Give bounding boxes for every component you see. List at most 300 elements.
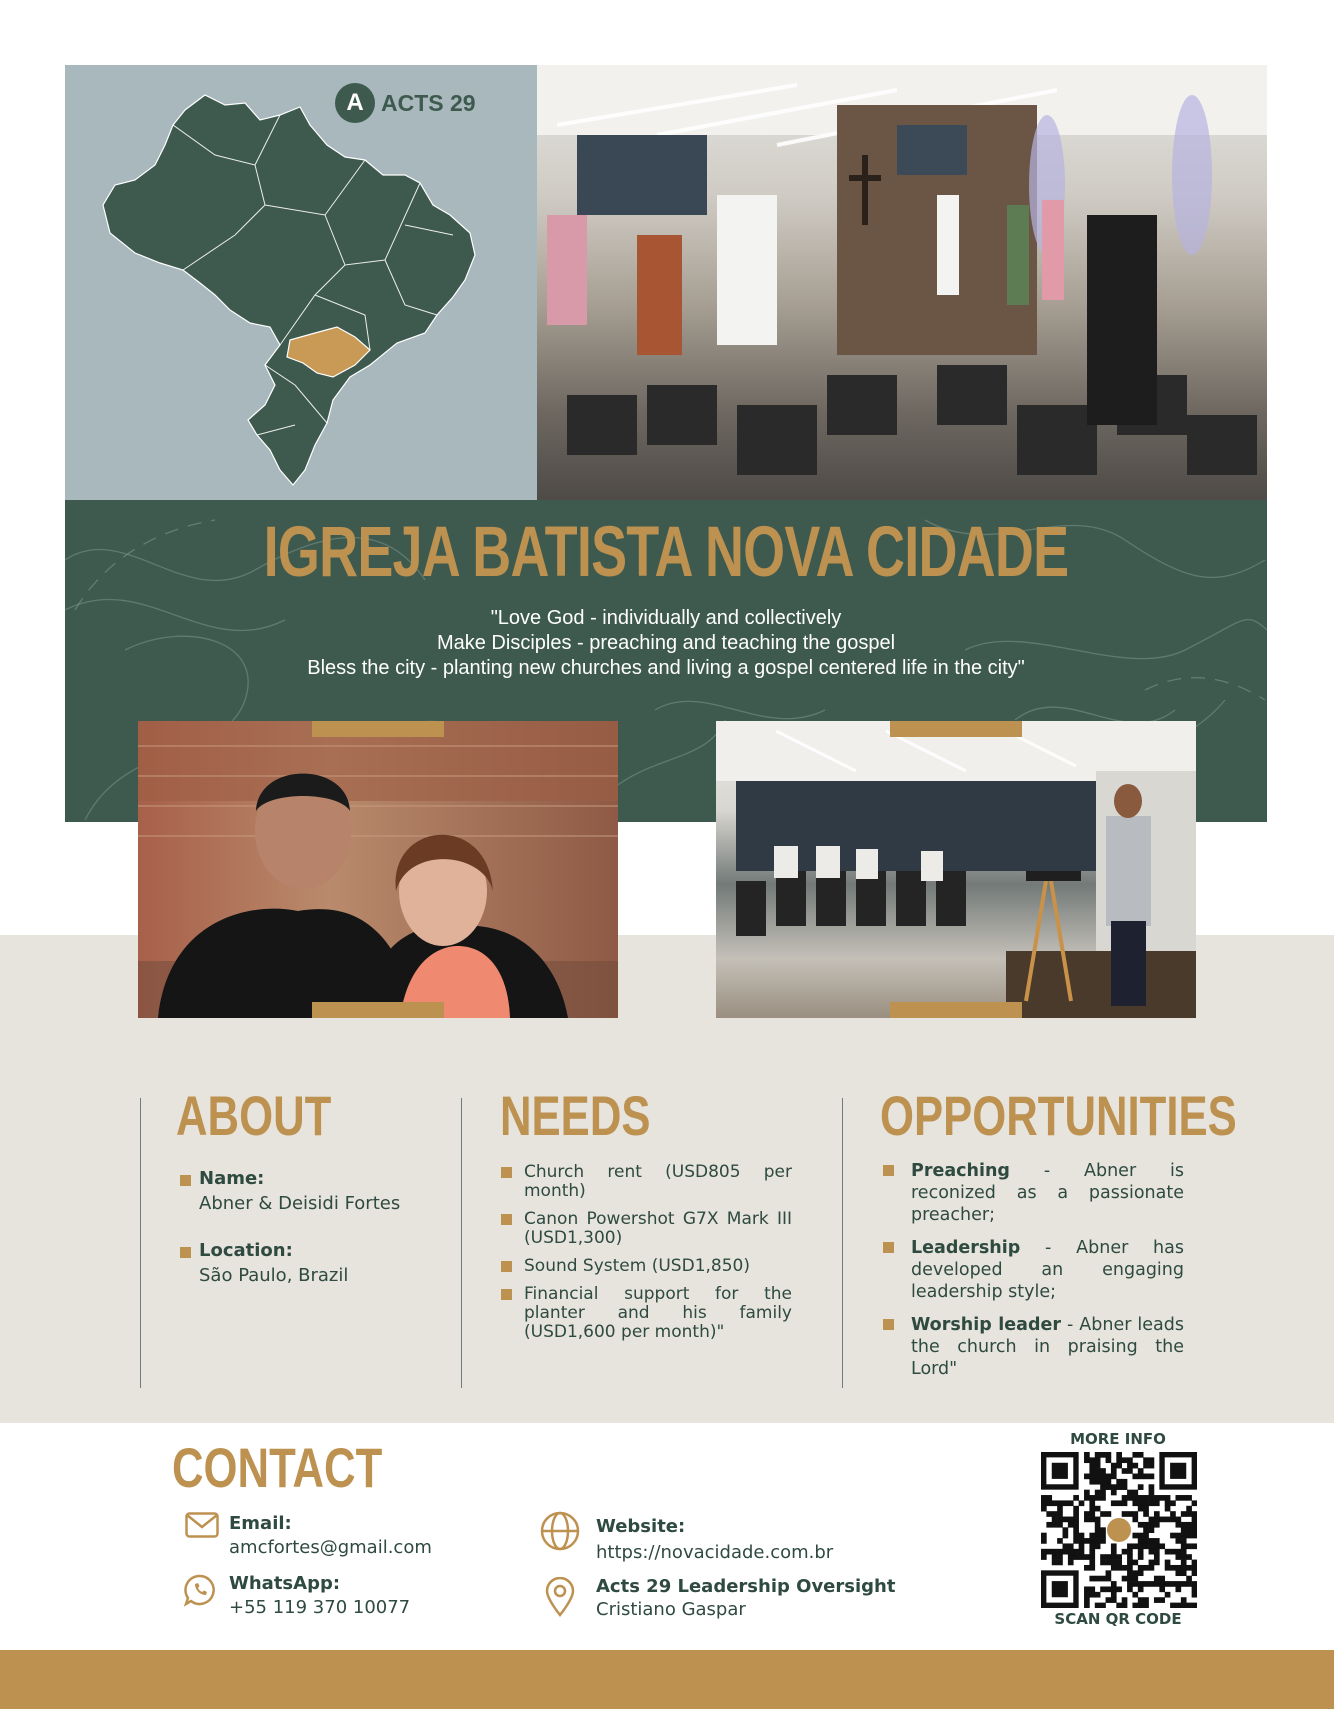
email-icon <box>185 1512 219 1538</box>
qr-module <box>1127 1463 1133 1469</box>
qr-module <box>1159 1597 1165 1603</box>
qr-module <box>1106 1511 1112 1517</box>
qr-module <box>1089 1457 1095 1463</box>
qr-module <box>1154 1511 1160 1517</box>
map-panel <box>65 65 537 500</box>
qr-module <box>1138 1506 1144 1512</box>
qr-module <box>1068 1543 1074 1549</box>
bullet-marker <box>883 1242 894 1253</box>
opportunity-description: - Abner is reconized as a passionate preacher; <box>911 1161 1184 1225</box>
acts29-a-icon: A <box>335 83 375 123</box>
qr-module <box>1192 1527 1197 1533</box>
qr-module <box>1052 1522 1058 1528</box>
need-item-text: Church rent (USD805 per month) <box>524 1162 792 1201</box>
qr-module <box>1138 1484 1144 1490</box>
qr-module <box>1175 1570 1181 1576</box>
qr-module <box>1068 1560 1074 1566</box>
qr-module <box>1149 1463 1155 1469</box>
qr-module <box>1143 1522 1149 1528</box>
qr-module <box>1138 1452 1144 1458</box>
footer-bar <box>0 1650 1334 1709</box>
gold-tab-bottom <box>312 1002 444 1018</box>
motto-line: Make Disciples - preaching and teaching the gospel <box>436 632 896 654</box>
qr-module <box>1165 1549 1171 1555</box>
qr-module <box>1106 1560 1112 1566</box>
qr-module <box>1046 1522 1052 1528</box>
worship-service-illustration <box>537 65 1267 500</box>
qr-module <box>1111 1468 1117 1474</box>
qr-module <box>1111 1500 1117 1506</box>
qr-module <box>1041 1554 1047 1560</box>
qr-module <box>1095 1538 1101 1544</box>
qr-module <box>1192 1500 1197 1506</box>
qr-module <box>1111 1565 1117 1571</box>
qr-module <box>1192 1533 1197 1539</box>
qr-module <box>1116 1586 1122 1592</box>
qr-module <box>1127 1554 1133 1560</box>
opportunity-description: - Abner has developed an engaging leadership style; <box>911 1238 1184 1302</box>
about-location-value: São Paulo, Brazil <box>199 1265 349 1286</box>
qr-module <box>1095 1468 1101 1474</box>
qr-module <box>1154 1522 1160 1528</box>
qr-module <box>1073 1527 1079 1533</box>
qr-module <box>1084 1511 1090 1517</box>
website-value[interactable]: https://novacidade.com.br <box>596 1542 834 1563</box>
qr-module <box>1192 1517 1197 1523</box>
qr-module <box>1192 1586 1197 1592</box>
qr-module <box>1106 1570 1112 1576</box>
need-item-text: Canon Powershot G7X Mark III (USD1,300) <box>524 1209 792 1248</box>
qr-module <box>1089 1463 1095 1469</box>
qr-module <box>1186 1603 1192 1608</box>
qr-module <box>1186 1533 1192 1539</box>
qr-module <box>1111 1586 1117 1592</box>
qr-module <box>1057 1560 1063 1566</box>
qr-module <box>1127 1565 1133 1571</box>
qr-module <box>1132 1474 1138 1480</box>
qr-module <box>1181 1522 1187 1528</box>
couple-illustration <box>138 721 618 1018</box>
qr-module <box>1116 1500 1122 1506</box>
qr-module <box>1046 1500 1052 1506</box>
opportunity-item-text <box>911 1160 1184 1226</box>
qr-module <box>1111 1463 1117 1469</box>
qr-module <box>1192 1581 1197 1587</box>
qr-module <box>1095 1495 1101 1501</box>
opportunity-heading: Leadership <box>911 1238 1021 1258</box>
qr-module <box>1089 1533 1095 1539</box>
qr-module <box>1084 1474 1090 1480</box>
qr-code[interactable] <box>1041 1452 1197 1608</box>
qr-module <box>1089 1554 1095 1560</box>
qr-module <box>1127 1570 1133 1576</box>
qr-module <box>1159 1586 1165 1592</box>
need-item <box>500 1257 792 1276</box>
qr-module <box>1100 1586 1106 1592</box>
qr-module <box>1132 1495 1138 1501</box>
qr-module <box>1041 1538 1047 1544</box>
qr-module <box>1175 1538 1181 1544</box>
qr-module <box>1095 1576 1101 1582</box>
qr-module <box>1084 1490 1090 1496</box>
qr-module <box>1122 1495 1128 1501</box>
qr-module <box>1181 1597 1187 1603</box>
qr-module <box>1106 1586 1112 1592</box>
globe-icon <box>539 1510 581 1552</box>
whatsapp-value[interactable]: +55 119 370 10077 <box>229 1597 411 1618</box>
qr-module <box>1154 1581 1160 1587</box>
qr-module <box>1138 1495 1144 1501</box>
qr-module <box>1063 1500 1069 1506</box>
about-name-label: Name: <box>199 1168 265 1189</box>
whatsapp-label: WhatsApp: <box>229 1573 341 1594</box>
qr-module <box>1127 1511 1133 1517</box>
qr-module <box>1052 1560 1058 1566</box>
qr-module <box>1100 1603 1106 1608</box>
qr-module <box>1143 1603 1149 1608</box>
acts29-logo <box>335 81 485 125</box>
qr-module <box>1073 1517 1079 1523</box>
qr-module <box>1095 1533 1101 1539</box>
qr-module <box>1095 1517 1101 1523</box>
qr-module <box>1127 1495 1133 1501</box>
qr-module <box>1143 1597 1149 1603</box>
qr-module <box>1149 1522 1155 1528</box>
qr-module <box>1186 1506 1192 1512</box>
qr-module <box>1041 1495 1047 1501</box>
acts29-logo-text: ACTS 29 <box>381 89 476 116</box>
qr-module <box>1095 1543 1101 1549</box>
qr-module <box>1165 1560 1171 1566</box>
qr-module <box>1149 1543 1155 1549</box>
qr-module <box>1052 1549 1058 1555</box>
qr-module <box>1095 1527 1101 1533</box>
qr-module <box>1089 1543 1095 1549</box>
qr-module <box>1181 1554 1187 1560</box>
need-item <box>500 1210 792 1248</box>
qr-module <box>1149 1500 1155 1506</box>
qr-module <box>1175 1586 1181 1592</box>
email-label: Email: <box>229 1513 292 1534</box>
qr-module <box>1057 1506 1063 1512</box>
location-pin-icon <box>545 1577 575 1617</box>
qr-module <box>1132 1576 1138 1582</box>
qr-module <box>1149 1565 1155 1571</box>
qr-module <box>1068 1500 1074 1506</box>
qr-module <box>1127 1576 1133 1582</box>
qr-module <box>1106 1479 1112 1485</box>
qr-module <box>1138 1586 1144 1592</box>
qr-module <box>1138 1500 1144 1506</box>
qr-module <box>1132 1581 1138 1587</box>
qr-module <box>1073 1554 1079 1560</box>
gold-tab-bottom <box>890 1002 1022 1018</box>
qr-module <box>1116 1479 1122 1485</box>
bullet-marker <box>883 1165 894 1176</box>
qr-module <box>1127 1560 1133 1566</box>
qr-module <box>1138 1549 1144 1555</box>
gold-tab-top <box>890 721 1022 737</box>
qr-module <box>1170 1549 1176 1555</box>
qr-module <box>1111 1474 1117 1480</box>
qr-module <box>1127 1549 1133 1555</box>
qr-module <box>1111 1484 1117 1490</box>
email-value[interactable]: amcfortes@gmail.com <box>229 1537 432 1558</box>
qr-module <box>1143 1463 1149 1469</box>
qr-module <box>1132 1500 1138 1506</box>
qr-module <box>1100 1452 1106 1458</box>
qr-module <box>1041 1500 1047 1506</box>
qr-module <box>1084 1565 1090 1571</box>
qr-module <box>1154 1576 1160 1582</box>
brazil-map <box>65 65 537 500</box>
qr-module <box>1143 1506 1149 1512</box>
qr-module <box>1111 1554 1117 1560</box>
qr-module <box>1154 1495 1160 1501</box>
qr-module <box>1165 1581 1171 1587</box>
qr-module <box>1143 1533 1149 1539</box>
qr-module <box>1138 1565 1144 1571</box>
qr-module <box>1127 1468 1133 1474</box>
qr-module <box>1154 1500 1160 1506</box>
qr-module <box>1192 1543 1197 1549</box>
qr-module <box>1175 1533 1181 1539</box>
qr-module <box>1181 1543 1187 1549</box>
qr-module <box>1127 1581 1133 1587</box>
qr-module <box>1079 1543 1085 1549</box>
qr-module <box>1057 1517 1063 1523</box>
qr-module <box>1089 1592 1095 1598</box>
qr-module <box>1052 1517 1058 1523</box>
qr-module <box>1175 1554 1181 1560</box>
qr-module <box>1122 1597 1128 1603</box>
qr-module <box>1063 1543 1069 1549</box>
qr-module <box>1095 1479 1101 1485</box>
qr-module <box>1095 1506 1101 1512</box>
qr-module <box>1175 1565 1181 1571</box>
qr-module <box>1063 1517 1069 1523</box>
qr-module <box>1100 1468 1106 1474</box>
qr-module <box>1057 1538 1063 1544</box>
qr-module <box>1175 1522 1181 1528</box>
website-label: Website: <box>596 1516 686 1537</box>
qr-module <box>1089 1517 1095 1523</box>
qr-module <box>1100 1484 1106 1490</box>
qr-module <box>1186 1576 1192 1582</box>
qr-module <box>1159 1495 1165 1501</box>
qr-module <box>1079 1500 1085 1506</box>
column-divider <box>842 1098 843 1388</box>
qr-module <box>1127 1457 1133 1463</box>
qr-module <box>1181 1570 1187 1576</box>
church-motto <box>65 606 1267 681</box>
qr-module <box>1159 1517 1165 1523</box>
qr-module <box>1165 1592 1171 1598</box>
qr-top-caption: MORE INFO <box>1070 1430 1166 1448</box>
qr-module <box>1154 1549 1160 1555</box>
qr-module <box>1116 1452 1122 1458</box>
qr-module <box>1068 1549 1074 1555</box>
qr-module <box>1057 1500 1063 1506</box>
qr-module <box>1132 1592 1138 1598</box>
qr-module <box>1084 1592 1090 1598</box>
qr-module <box>1079 1533 1085 1539</box>
qr-module <box>1138 1554 1144 1560</box>
qr-module <box>1143 1565 1149 1571</box>
qr-module <box>1143 1457 1149 1463</box>
qr-module <box>1041 1549 1047 1555</box>
qr-module <box>1132 1543 1138 1549</box>
column-divider <box>140 1098 141 1388</box>
qr-module <box>1186 1565 1192 1571</box>
qr-module <box>1116 1560 1122 1566</box>
qr-module <box>1089 1468 1095 1474</box>
contact-title: CONTACT <box>172 1436 383 1499</box>
qr-module <box>1186 1543 1192 1549</box>
qr-module <box>1165 1500 1171 1506</box>
qr-module <box>1186 1581 1192 1587</box>
qr-module <box>1052 1554 1058 1560</box>
qr-module <box>1149 1527 1155 1533</box>
qr-module <box>1122 1484 1128 1490</box>
qr-module <box>1046 1495 1052 1501</box>
qr-module <box>1095 1457 1101 1463</box>
qr-module <box>1192 1592 1197 1598</box>
qr-module <box>1175 1517 1181 1523</box>
qr-module <box>1132 1463 1138 1469</box>
qr-module <box>1073 1495 1079 1501</box>
bullet-marker <box>180 1175 191 1186</box>
qr-module <box>1095 1490 1101 1496</box>
about-location-label: Location: <box>199 1240 293 1261</box>
qr-module <box>1089 1549 1095 1555</box>
qr-module <box>1132 1452 1138 1458</box>
qr-module <box>1154 1543 1160 1549</box>
qr-module <box>1154 1597 1160 1603</box>
qr-module <box>1116 1457 1122 1463</box>
bullet-marker <box>501 1289 512 1300</box>
motto-line: "Love God - individually and collectively <box>490 607 842 629</box>
qr-module <box>1122 1468 1128 1474</box>
oversight-label: Acts 29 Leadership Oversight <box>596 1576 896 1597</box>
qr-module <box>1084 1517 1090 1523</box>
qr-module <box>1089 1495 1095 1501</box>
opportunity-item-text <box>911 1314 1184 1380</box>
qr-module <box>1192 1560 1197 1566</box>
qr-module <box>1084 1597 1090 1603</box>
qr-module <box>1159 1576 1165 1582</box>
bullet-marker <box>501 1214 512 1225</box>
opportunity-item-text <box>911 1237 1184 1303</box>
qr-module <box>1154 1538 1160 1544</box>
qr-module <box>1138 1581 1144 1587</box>
qr-module <box>1122 1479 1128 1485</box>
qr-module <box>1089 1511 1095 1517</box>
qr-module <box>1046 1511 1052 1517</box>
qr-module <box>1165 1506 1171 1512</box>
qr-module <box>1041 1506 1047 1512</box>
qr-module <box>1170 1500 1176 1506</box>
qr-module <box>1089 1474 1095 1480</box>
qr-module <box>1181 1560 1187 1566</box>
qr-module <box>1132 1570 1138 1576</box>
qr-module <box>1143 1527 1149 1533</box>
opportunity-heading: Preaching <box>911 1161 1010 1181</box>
qr-module <box>1095 1522 1101 1528</box>
qr-module <box>1165 1495 1171 1501</box>
qr-bottom-caption: SCAN QR CODE <box>1054 1610 1182 1628</box>
qr-module <box>1138 1474 1144 1480</box>
qr-module <box>1084 1586 1090 1592</box>
qr-module <box>1192 1522 1197 1528</box>
qr-module <box>1100 1538 1106 1544</box>
qr-module <box>1149 1560 1155 1566</box>
qr-module <box>1143 1538 1149 1544</box>
oversight-value: Cristiano Gaspar <box>596 1599 746 1620</box>
qr-module <box>1106 1597 1112 1603</box>
qr-module <box>1084 1495 1090 1501</box>
qr-module <box>1149 1457 1155 1463</box>
qr-module <box>1068 1554 1074 1560</box>
qr-module <box>1175 1549 1181 1555</box>
qr-module <box>1149 1517 1155 1523</box>
qr-module <box>1186 1495 1192 1501</box>
qr-module <box>1100 1554 1106 1560</box>
opportunity-item <box>882 1160 1184 1226</box>
qr-module <box>1122 1603 1128 1608</box>
qr-finder-square <box>1052 1463 1068 1479</box>
qr-module <box>1122 1565 1128 1571</box>
qr-module <box>1079 1554 1085 1560</box>
qr-module <box>1100 1479 1106 1485</box>
qr-module <box>1192 1565 1197 1571</box>
qr-module <box>1165 1517 1171 1523</box>
need-item-text: Financial support for the planter and his family (USD1,600 per month)" <box>524 1284 792 1342</box>
worship-service-photo <box>537 65 1267 500</box>
qr-module <box>1116 1565 1122 1571</box>
qr-module <box>1138 1468 1144 1474</box>
qr-module <box>1073 1549 1079 1555</box>
qr-module <box>1159 1543 1165 1549</box>
qr-module <box>1186 1527 1192 1533</box>
qr-module <box>1073 1506 1079 1512</box>
qr-module <box>1084 1452 1090 1458</box>
qr-module <box>1089 1538 1095 1544</box>
qr-module <box>1084 1538 1090 1544</box>
qr-module <box>1106 1457 1112 1463</box>
about-name-value: Abner & Deisidi Fortes <box>199 1193 401 1214</box>
qr-module <box>1138 1543 1144 1549</box>
qr-module <box>1100 1576 1106 1582</box>
qr-module <box>1132 1517 1138 1523</box>
needs-list <box>500 1163 792 1342</box>
qr-module <box>1106 1474 1112 1480</box>
bullet-marker <box>883 1319 894 1330</box>
qr-module <box>1057 1511 1063 1517</box>
qr-module <box>1149 1581 1155 1587</box>
qr-module <box>1100 1533 1106 1539</box>
qr-module <box>1175 1581 1181 1587</box>
qr-module <box>1073 1538 1079 1544</box>
qr-module <box>1089 1479 1095 1485</box>
qr-module <box>1106 1576 1112 1582</box>
qr-module <box>1052 1511 1058 1517</box>
qr-module <box>1127 1586 1133 1592</box>
opportunity-item <box>882 1237 1184 1303</box>
qr-module <box>1116 1484 1122 1490</box>
qr-module <box>1111 1560 1117 1566</box>
small-group-meeting-photo <box>716 721 1196 1018</box>
